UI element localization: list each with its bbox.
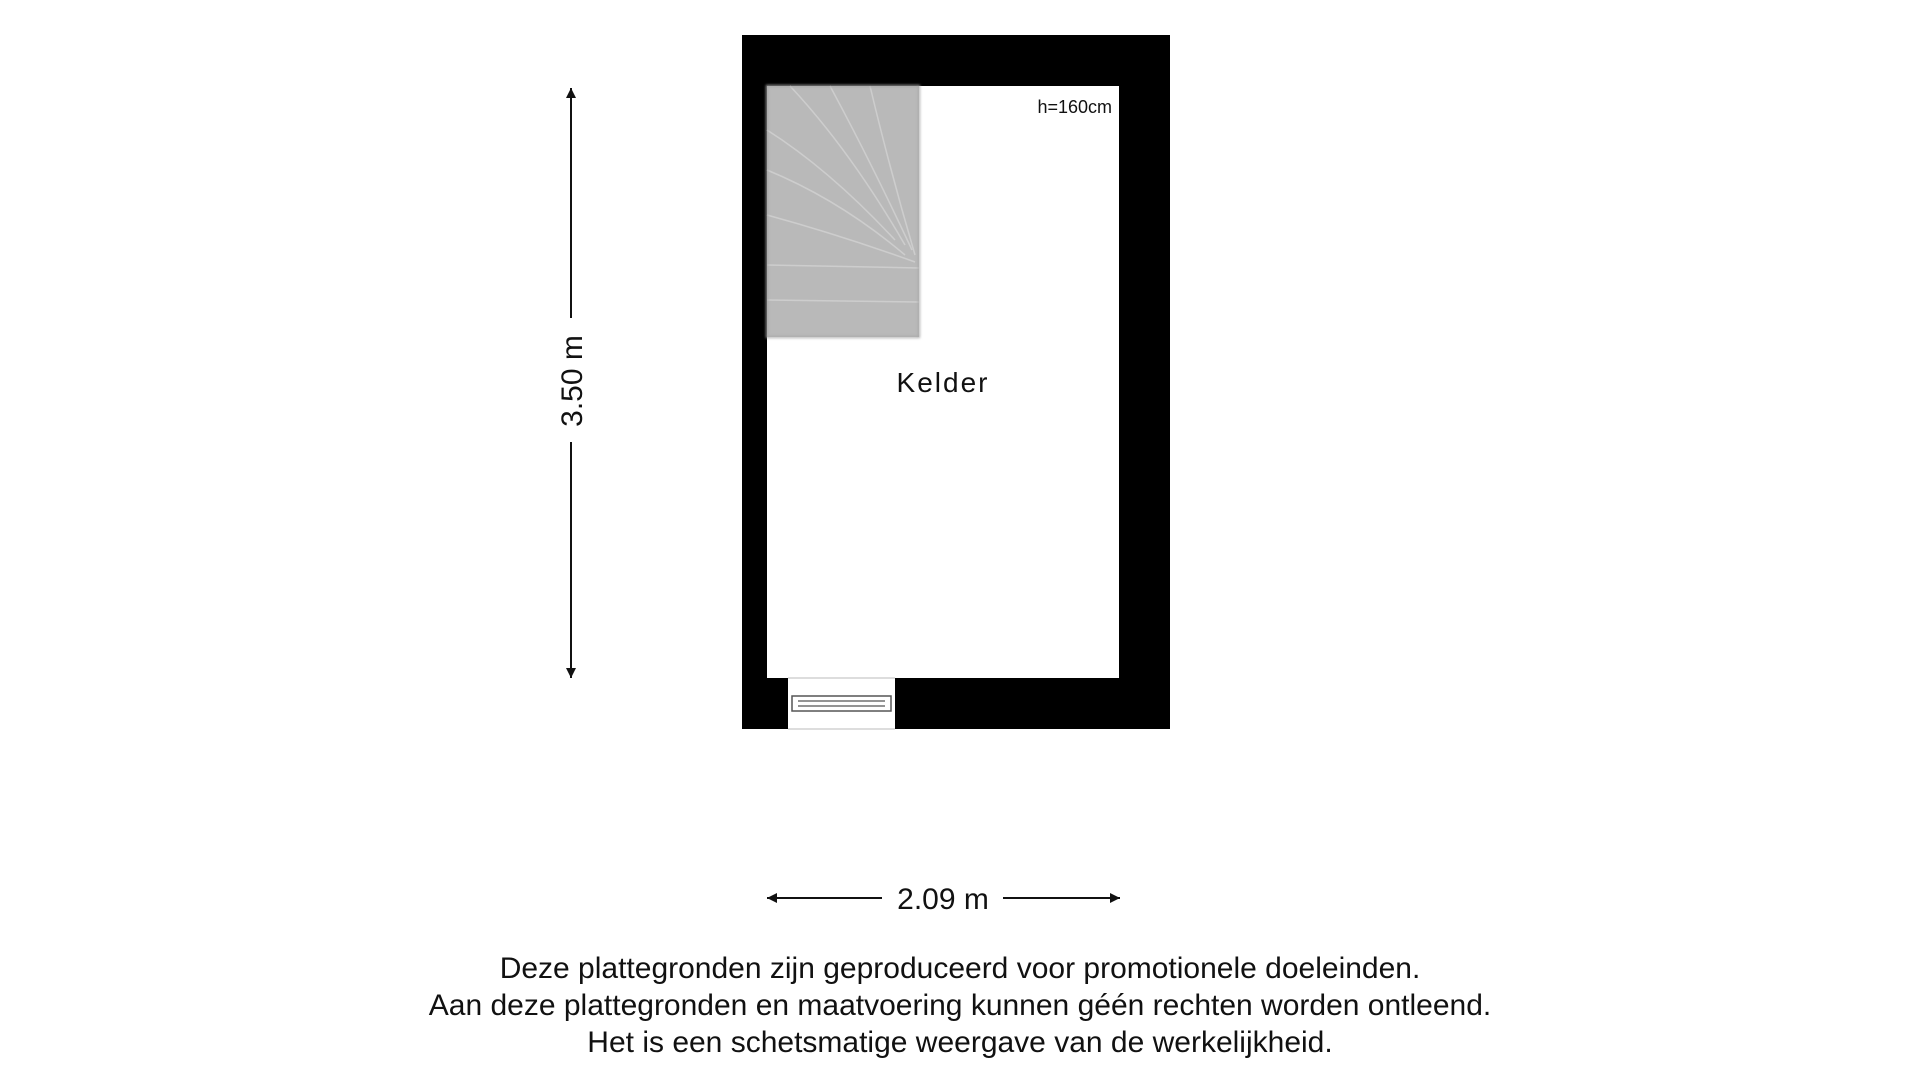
disclaimer: [0, 950, 1920, 1061]
staircase-area: [767, 86, 919, 337]
window-opening: [788, 678, 895, 729]
depth-label: 3.50 m: [556, 335, 589, 427]
width-dimension: [767, 883, 1120, 916]
disclaimer-line-3: Het is een schetsmatige weergave van de werkelijkheid.: [587, 1026, 1333, 1059]
ceiling-height-label: h=160cm: [1037, 97, 1112, 117]
disclaimer-line-1: Deze plattegronden zijn geproduceerd voor promotionele doeleinden.: [499, 952, 1421, 985]
staircase: [767, 86, 919, 337]
width-label: 2.09 m: [897, 883, 989, 916]
depth-dimension: [556, 88, 589, 678]
window: [788, 678, 895, 729]
disclaimer-line-2: Aan deze plattegronden en maatvoering kunnen géén rechten worden ontleend.: [428, 989, 1492, 1022]
room-name: Kelder: [896, 367, 990, 398]
